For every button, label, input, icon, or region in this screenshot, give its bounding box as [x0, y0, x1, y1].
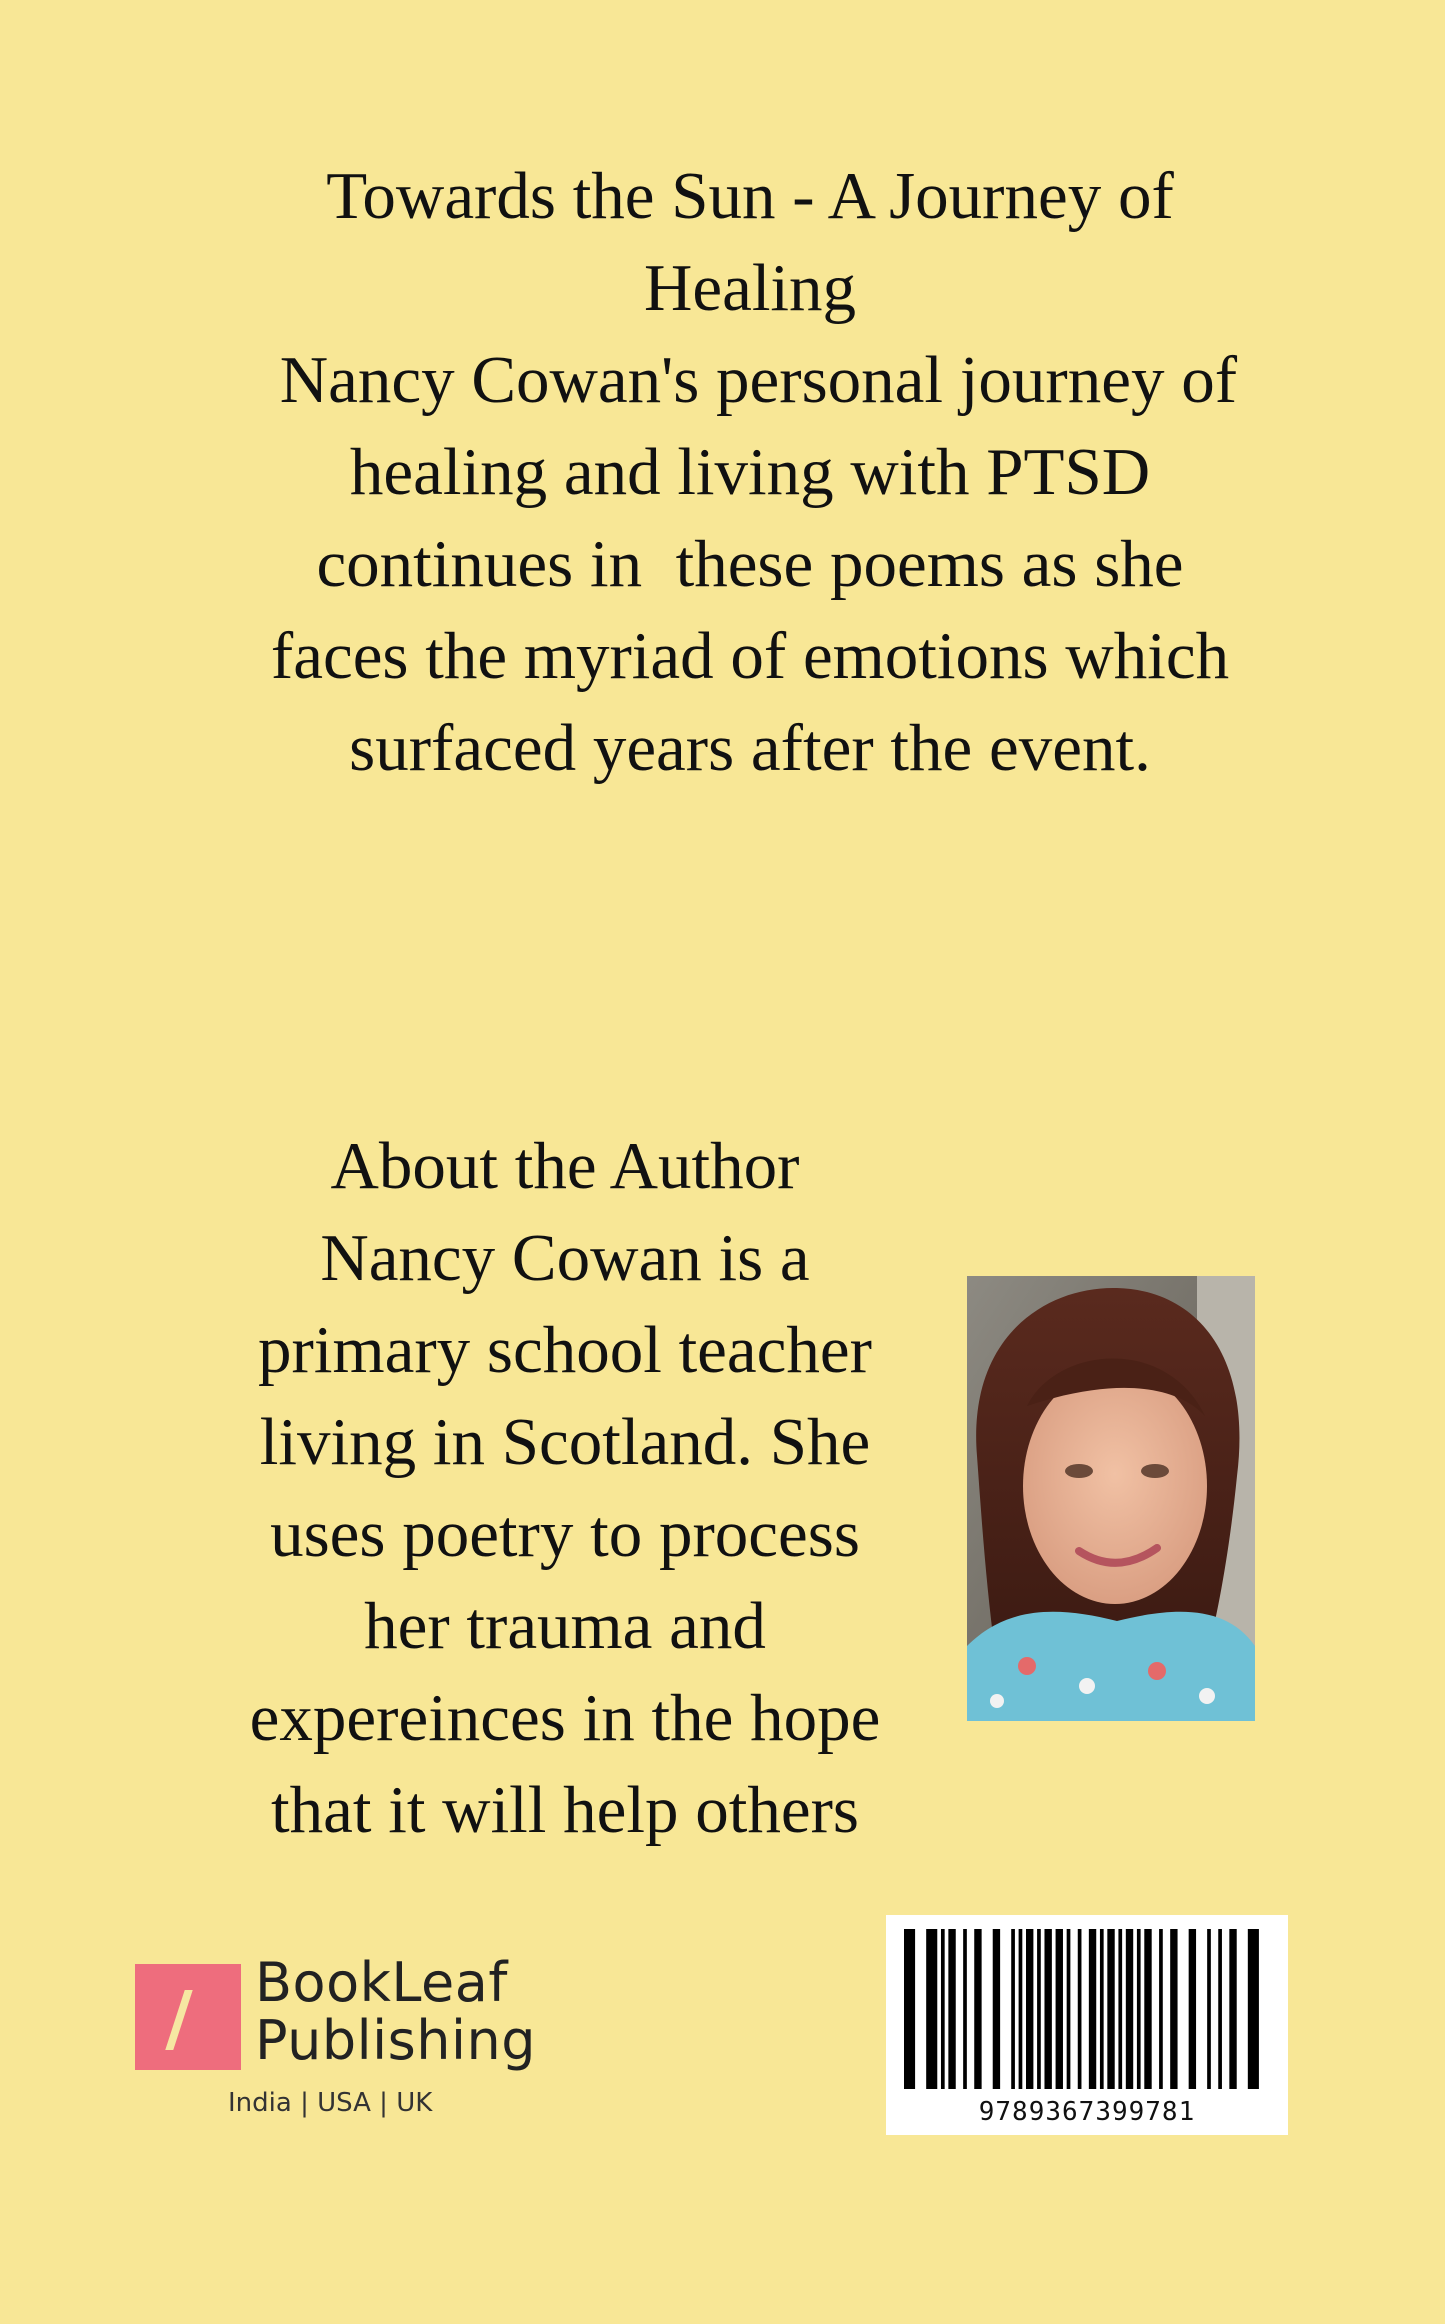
about-line: her trauma and: [364, 1589, 766, 1663]
blurb-line: Healing: [643, 251, 857, 325]
barcode-bar: [1159, 1929, 1163, 2089]
publisher-name: [255, 1951, 536, 2072]
blurb-line: Towards the Sun - A Journey of: [326, 159, 1174, 233]
barcode-bar: [926, 1929, 937, 2089]
about-line: living in Scotland. She: [259, 1405, 871, 1479]
barcode-bar: [1011, 1929, 1015, 2089]
blurb-line: faces the myriad of emotions which: [270, 619, 1230, 693]
barcode-bar: [1248, 1929, 1259, 2089]
publisher-name-line1: BookLeaf: [255, 1951, 508, 2014]
author-photo: [967, 1276, 1255, 1721]
barcode-bar: [1056, 1929, 1063, 2089]
about-line: expereinces in the hope: [249, 1681, 881, 1755]
about-heading: About the Author: [330, 1129, 800, 1203]
barcode-bar: [974, 1929, 981, 2089]
barcode-bar: [1089, 1929, 1096, 2089]
barcode-bar: [1026, 1929, 1033, 2089]
blurb-line: Nancy Cowan's personal journey of: [262, 343, 1238, 417]
barcode-bar: [1037, 1929, 1041, 2089]
publisher-name-line2: Publishing: [255, 2009, 536, 2072]
barcode-bar: [1229, 1929, 1236, 2089]
barcode-bar: [963, 1929, 967, 2089]
blurb-line: continues in these poems as she: [316, 527, 1184, 601]
barcode-bar: [1100, 1929, 1104, 2089]
barcode-bar: [1144, 1929, 1151, 2089]
book-blurb: [180, 150, 1320, 794]
barcode-bar: [1118, 1929, 1122, 2089]
barcode-bar: [1078, 1929, 1082, 2089]
barcode-bar: [1170, 1929, 1177, 2089]
isbn-number: 9789367399781: [978, 2097, 1196, 2127]
publisher-logo-icon: [135, 1964, 241, 2070]
publisher-logo: [135, 1951, 555, 2140]
barcode-bar: [1107, 1929, 1114, 2089]
about-the-author: [195, 1120, 935, 1856]
publisher-regions: India | USA | UK: [228, 2088, 433, 2118]
barcode-bar: [1044, 1929, 1051, 2089]
barcode-bar: [1137, 1929, 1141, 2089]
barcode-bars: [886, 1915, 1288, 2095]
barcode-bar: [1067, 1929, 1071, 2089]
barcode-bar: [993, 1929, 1000, 2089]
barcode-bar: [948, 1929, 955, 2089]
blurb-line: surfaced years after the event.: [349, 711, 1151, 785]
barcode-bar: [904, 1929, 915, 2089]
barcode-bar: [941, 1929, 945, 2089]
about-line: uses poetry to process: [270, 1497, 860, 1571]
barcode-bar: [1218, 1929, 1222, 2089]
barcode-bar: [1207, 1929, 1211, 2089]
isbn-barcode: [886, 1915, 1288, 2135]
about-line: that it will help others: [270, 1773, 860, 1847]
about-line: primary school teacher: [258, 1313, 872, 1387]
barcode-bar: [1019, 1929, 1023, 2089]
blurb-line: healing and living with PTSD: [349, 435, 1151, 509]
barcode-bar: [1189, 1929, 1196, 2089]
about-line: Nancy Cowan is a: [320, 1221, 810, 1295]
barcode-bar: [1126, 1929, 1133, 2089]
